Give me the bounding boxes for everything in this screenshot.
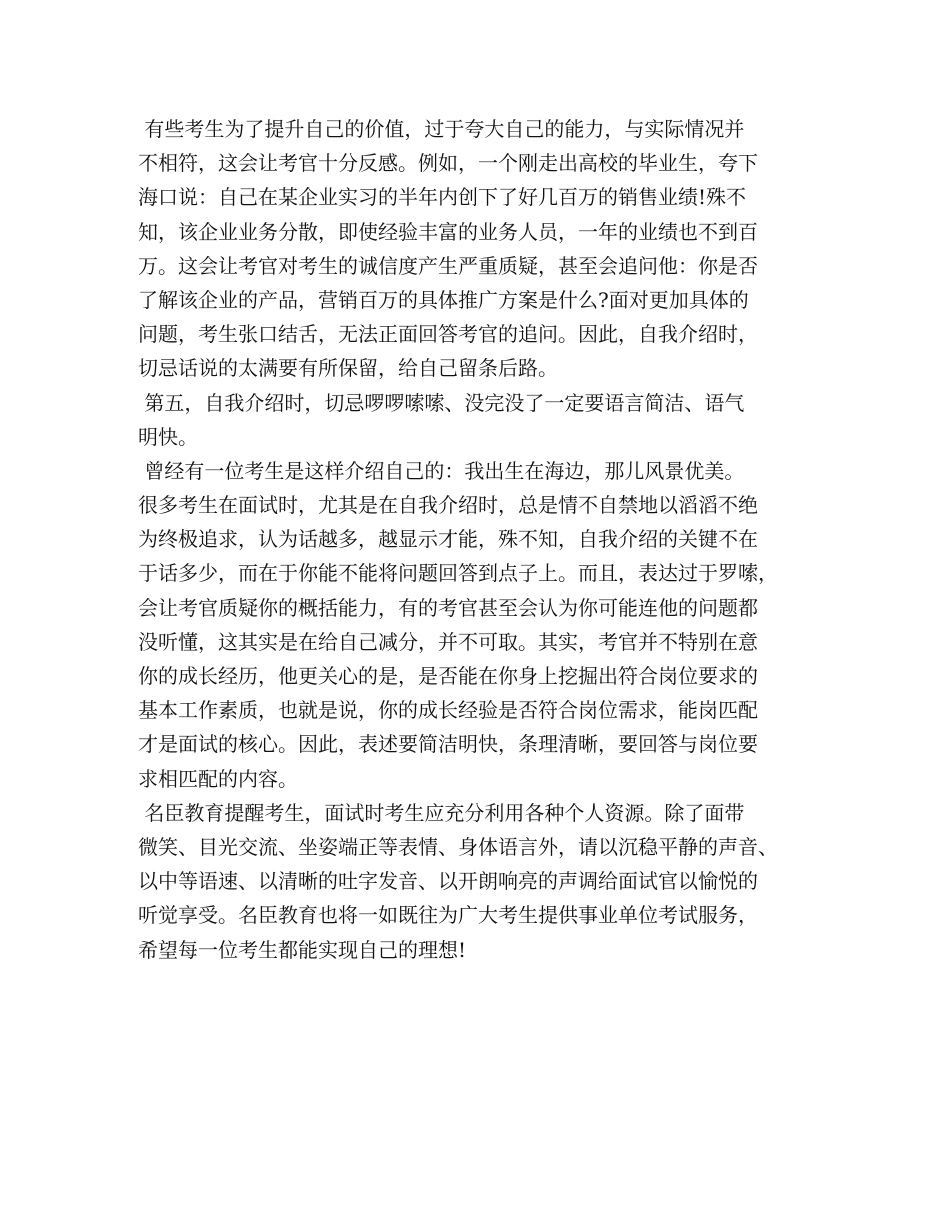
text-line: 切忌话说的太满要有所保留，给自己留条后路。 <box>138 356 558 381</box>
text-line: 很多考生在面试时，尤其是在自我介绍时，总是情不自禁地以滔滔不绝 <box>138 493 758 518</box>
text-line: 听觉享受。名臣教育也将一如既往为广大考生提供事业单位考试服务， <box>138 903 758 928</box>
document-body <box>138 112 828 967</box>
text-line: 没听懂，这其实是在给自己减分，并不可取。其实，考官并不特别在意 <box>138 629 758 654</box>
text-line: 万。这会让考官对考生的诚信度产生严重质疑，甚至会追问他：你是否 <box>138 253 758 278</box>
text-line: 第五，自我介绍时，切忌啰啰嗦嗦、没完没了一定要语言简洁、语气 <box>138 390 745 415</box>
text-line: 名臣教育提醒考生，面试时考生应充分利用各种个人资源。除了面带 <box>138 800 745 825</box>
text-line: 不相符，这会让考官十分反感。例如，一个刚走出高校的毕业生，夸下 <box>138 151 758 176</box>
text-line: 曾经有一位考生是这样介绍自己的：我出生在海边，那儿风景优美。 <box>138 458 745 483</box>
text-line: 求相匹配的内容。 <box>138 766 298 791</box>
text-line: 有些考生为了提升自己的价值，过于夸大自己的能力，与实际情况并 <box>138 117 745 141</box>
text-line: 你的成长经历，他更关心的是，是否能在你身上挖掘出符合岗位要求的 <box>138 664 758 688</box>
text-line: 希望每一位考生都能实现自己的理想! <box>138 937 467 962</box>
text-line: 以中等语速、以清晰的吐字发音、以开朗响亮的声调给面试官以愉悦的 <box>138 869 758 894</box>
text-line: 基本工作素质，也就是说，你的成长经验是否符合岗位需求，能岗匹配 <box>138 698 758 723</box>
text-line: 海口说：自己在某企业实习的半年内创下了好几百万的销售业绩!殊不 <box>138 185 747 210</box>
text-line: 知，该企业业务分散，即使经验丰富的业务人员，一年的业绩也不到百 <box>138 219 758 244</box>
text-line: 微笑、目光交流、坐姿端正等表情、身体语言外，请以沉稳平静的声音、 <box>138 834 778 859</box>
text-line: 才是面试的核心。因此，表述要简洁明快，条理清晰，要回答与岗位要 <box>138 732 758 757</box>
text-line: 明快。 <box>138 424 198 449</box>
text-line: 问题，考生张口结舌，无法正面回答考官的追问。因此，自我介绍时， <box>138 322 758 347</box>
text-line: 为终极追求，认为话越多，越显示才能，殊不知，自我介绍的关键不在 <box>138 527 758 552</box>
text-line: 了解该企业的产品，营销百万的具体推广方案是什么?面对更加具体的 <box>138 287 749 312</box>
text-line: 会让考官质疑你的概括能力，有的考官甚至会认为你可能连他的问题都 <box>138 595 758 620</box>
text-line: 于话多少，而在于你能不能将问题回答到点子上。而且，表达过于罗嗦， <box>138 561 778 586</box>
